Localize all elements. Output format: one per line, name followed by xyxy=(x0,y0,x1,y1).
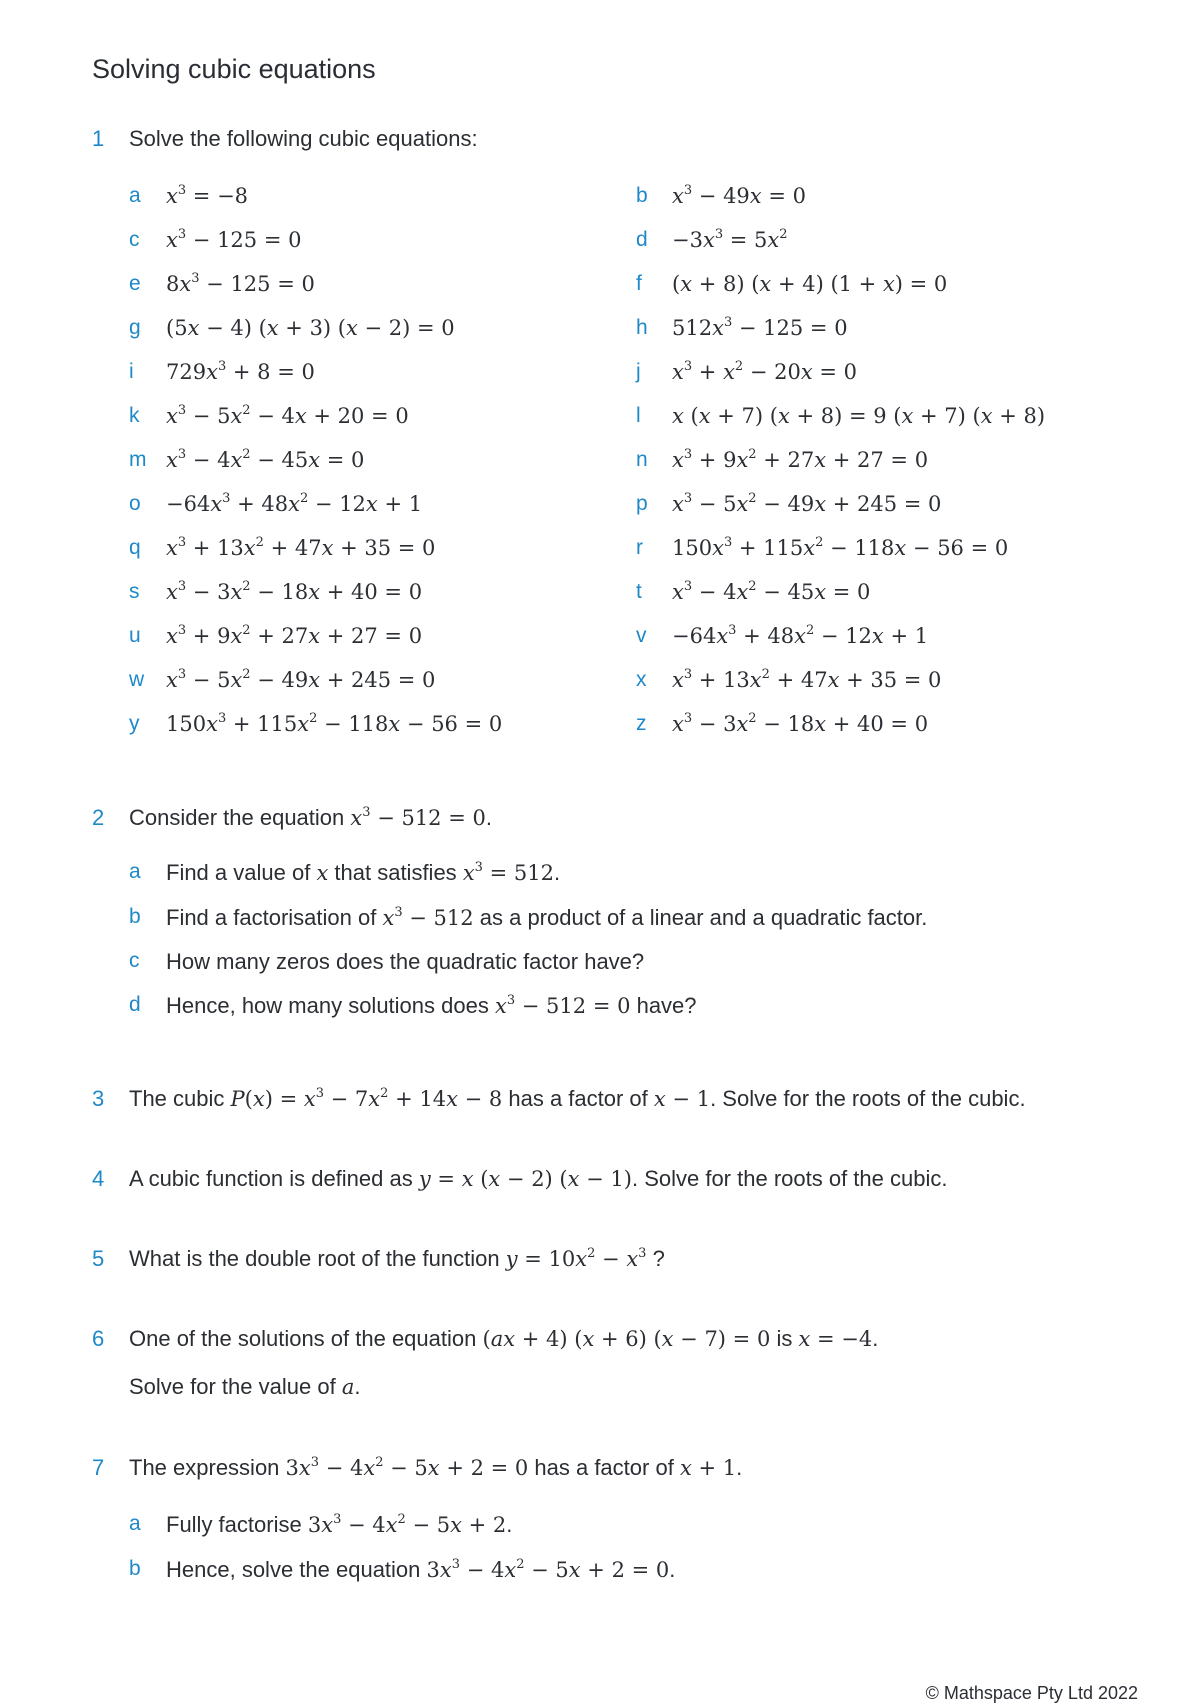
question-text-line-2: Solve for the value of a. xyxy=(129,1374,361,1399)
question-text: A cubic function is defined as y = x (x − 2) (x − 1). Solve for the roots of the cubic. xyxy=(129,1166,948,1191)
equation: $x^3 + 13x^2 + 47x + 35 = 0$ xyxy=(672,667,942,692)
equation: $512x^3 - 125 = 0$ xyxy=(672,315,848,340)
part-label: a xyxy=(129,860,141,883)
part-label: h xyxy=(636,316,648,339)
question-number: 3 xyxy=(92,1086,105,1111)
equation: $x^3 - 5x^2 - 49x + 245 = 0$ xyxy=(166,667,436,692)
part-label: q xyxy=(129,536,141,559)
part-label: i xyxy=(129,360,134,383)
question-text: The cubic $P(x) = x^3 - 7x^2 + 14x - 8$ has a factor of x − 1. Solve for the roots of the cubic. xyxy=(129,1086,1026,1111)
page-title: Solving cubic equations xyxy=(92,54,376,84)
question-text: One of the solutions of the equation (ax + 4) (x + 6) (x − 7) = 0 is x = −4. xyxy=(129,1326,879,1351)
part-label: k xyxy=(129,404,140,427)
part-label: x xyxy=(636,668,647,691)
equation: $x^3 - 4x^2 - 45x = 0$ xyxy=(672,579,871,604)
part-label: l xyxy=(636,404,641,427)
question-text: The expression $3x^3 - 4x^2 - 5x + 2 = 0$ has a factor of x + 1. xyxy=(129,1455,743,1480)
copyright-footer: © Mathspace Pty Ltd 2022 xyxy=(925,1683,1138,1703)
question-text: Solve the following cubic equations: xyxy=(129,126,478,151)
part-label: y xyxy=(129,712,140,735)
equation: $150x^3 + 115x^2 - 118x - 56 = 0$ xyxy=(672,535,1009,560)
equation: $x^3 - 3x^2 - 18x + 40 = 0$ xyxy=(672,711,929,736)
part-label: t xyxy=(636,580,642,603)
equation: $729x^3 + 8 = 0$ xyxy=(166,359,315,384)
equation: $x^3 = -8$ xyxy=(166,183,249,208)
equation: $8x^3 - 125 = 0$ xyxy=(166,271,315,296)
equation: (x + 8) (x + 4) (1 + x) = 0 xyxy=(672,272,948,296)
question-number: 4 xyxy=(92,1166,105,1191)
part-label: z xyxy=(636,712,647,735)
equation: $x^3 + x^2 - 20x = 0$ xyxy=(672,359,858,384)
part-label: a xyxy=(129,1512,141,1535)
part-text: Find a factorisation of $x^3 - 512$ as a product of a linear and a quadratic factor. xyxy=(166,905,928,930)
equation: $150x^3 + 115x^2 - 118x - 56 = 0$ xyxy=(166,711,503,736)
part-label: e xyxy=(129,272,141,295)
equation: $-3x^3 = 5x^2$ xyxy=(672,227,788,252)
equation: $-64x^3 + 48x^2 - 12x + 1$ xyxy=(672,623,929,648)
part-label: r xyxy=(636,536,643,559)
equation: $x^3 + 9x^2 + 27x + 27 = 0$ xyxy=(166,623,423,648)
equation: $x^3 - 125 = 0$ xyxy=(166,227,302,252)
part-label: b xyxy=(636,184,648,207)
equation: $x^3 + 9x^2 + 27x + 27 = 0$ xyxy=(672,447,929,472)
part-label: d xyxy=(636,228,648,251)
equation: $x^3 - 3x^2 - 18x + 40 = 0$ xyxy=(166,579,423,604)
part-label: a xyxy=(129,184,141,207)
part-text: Find a value of x that satisfies $x^3 = 512$. xyxy=(166,860,561,885)
part-label: b xyxy=(129,905,141,928)
part-label: d xyxy=(129,993,141,1016)
part-label: g xyxy=(129,316,141,339)
equation: $x^3 - 5x^2 - 4x + 20 = 0$ xyxy=(166,403,409,428)
question-number: 5 xyxy=(92,1246,105,1271)
part-label: v xyxy=(636,624,647,647)
question-number: 7 xyxy=(92,1455,105,1480)
part-text: Fully factorise $3x^3 - 4x^2 - 5x + 2$. xyxy=(166,1512,513,1537)
part-label: s xyxy=(129,580,140,603)
equation: (5x − 4) (x + 3) (x − 2) = 0 xyxy=(166,316,455,340)
part-label: b xyxy=(129,1557,141,1580)
equation: x (x + 7) (x + 8) = 9 (x + 7) (x + 8) xyxy=(672,404,1046,428)
equation: $-64x^3 + 48x^2 - 12x + 1$ xyxy=(166,491,423,516)
question-number: 2 xyxy=(92,805,105,830)
part-label: p xyxy=(636,492,648,515)
part-label: c xyxy=(129,949,140,972)
part-label: w xyxy=(129,668,145,691)
part-text: How many zeros does the quadratic factor have? xyxy=(166,949,645,974)
question-number: 6 xyxy=(92,1326,105,1351)
question-number: 1 xyxy=(92,126,105,151)
question-text: Consider the equation $x^3 - 512 = 0$. xyxy=(129,805,492,830)
part-text: Hence, how many solutions does $x^3 - 512 = 0$ have? xyxy=(166,993,697,1018)
equation: $x^3 - 4x^2 - 45x = 0$ xyxy=(166,447,365,472)
part-label: f xyxy=(636,272,642,295)
equation: $x^3 - 49x = 0$ xyxy=(672,183,806,208)
equation: $x^3 - 5x^2 - 49x + 245 = 0$ xyxy=(672,491,942,516)
equation: $x^3 + 13x^2 + 47x + 35 = 0$ xyxy=(166,535,436,560)
part-label: n xyxy=(636,448,648,471)
part-label: m xyxy=(129,448,147,471)
part-label: c xyxy=(129,228,140,251)
part-label: j xyxy=(636,360,641,383)
part-label: u xyxy=(129,624,141,647)
part-label: o xyxy=(129,492,141,515)
question-text: What is the double root of the function $y = 10x^2 - x^3$ ? xyxy=(129,1246,665,1271)
part-text: Hence, solve the equation $3x^3 - 4x^2 - 5x + 2 = 0$. xyxy=(166,1557,676,1582)
